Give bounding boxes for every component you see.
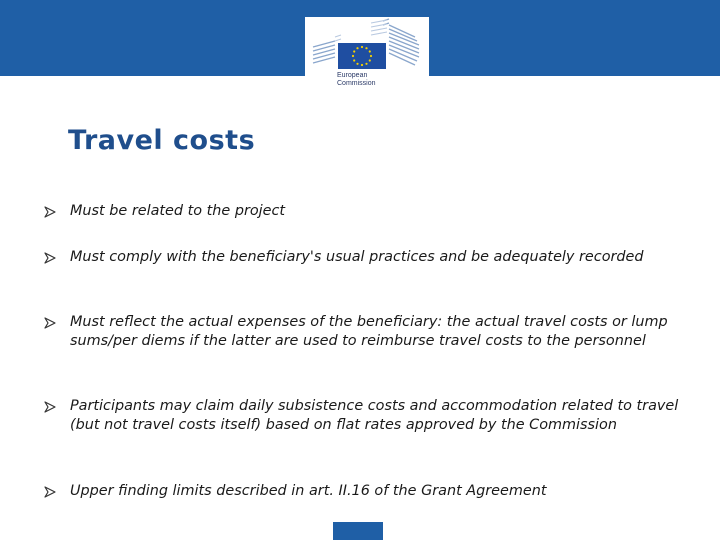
arrow-bullet-icon bbox=[44, 401, 56, 413]
bullet-text: Must comply with the beneficiary's usual practices and be adequately recorded bbox=[70, 249, 644, 265]
bullet-text: Upper finding limits described in art. II.16 of the Grant Agreement bbox=[70, 483, 547, 499]
arrow-bullet-icon bbox=[44, 486, 56, 498]
bullet-item bbox=[44, 397, 684, 435]
eu-star-icon bbox=[370, 55, 372, 57]
eu-star-icon bbox=[369, 50, 371, 52]
eu-star-icon bbox=[353, 59, 355, 61]
eu-star-icon bbox=[356, 47, 358, 49]
arrow-bullet-icon bbox=[44, 206, 56, 218]
eu-star-icon bbox=[353, 50, 355, 52]
bullet-item bbox=[44, 248, 684, 267]
eu-star-icon bbox=[361, 46, 363, 48]
arrow-bullet-icon bbox=[44, 317, 56, 329]
bullet-item bbox=[44, 202, 684, 221]
bullet-text: Must reflect the actual expenses of the beneficiary: the actual travel costs or lump sums/per diems if the latter are used to reimburse travel costs to the personnel bbox=[70, 314, 668, 349]
logo-line-commission: Commission bbox=[337, 80, 376, 87]
eu-star-icon bbox=[352, 55, 354, 57]
logo-line-european: European bbox=[337, 72, 368, 79]
bullet-item bbox=[44, 482, 684, 501]
logo-text bbox=[337, 72, 417, 88]
bullet-text: Must be related to the project bbox=[70, 203, 286, 219]
bullet-item bbox=[44, 313, 684, 351]
european-commission-logo bbox=[305, 17, 429, 99]
eu-star-icon bbox=[369, 59, 371, 61]
eu-star-icon bbox=[365, 63, 367, 65]
footer-bar bbox=[333, 522, 383, 540]
eu-star-icon bbox=[356, 63, 358, 65]
arrow-bullet-icon bbox=[44, 252, 56, 264]
slide-title: Travel costs bbox=[68, 125, 256, 156]
eu-star-icon bbox=[365, 47, 367, 49]
eu-star-icon bbox=[361, 64, 363, 66]
bullet-text: Participants may claim daily subsistence costs and accommodation related to travel (but not travel costs itself) based on flat rates approved by the Commission bbox=[70, 398, 679, 433]
